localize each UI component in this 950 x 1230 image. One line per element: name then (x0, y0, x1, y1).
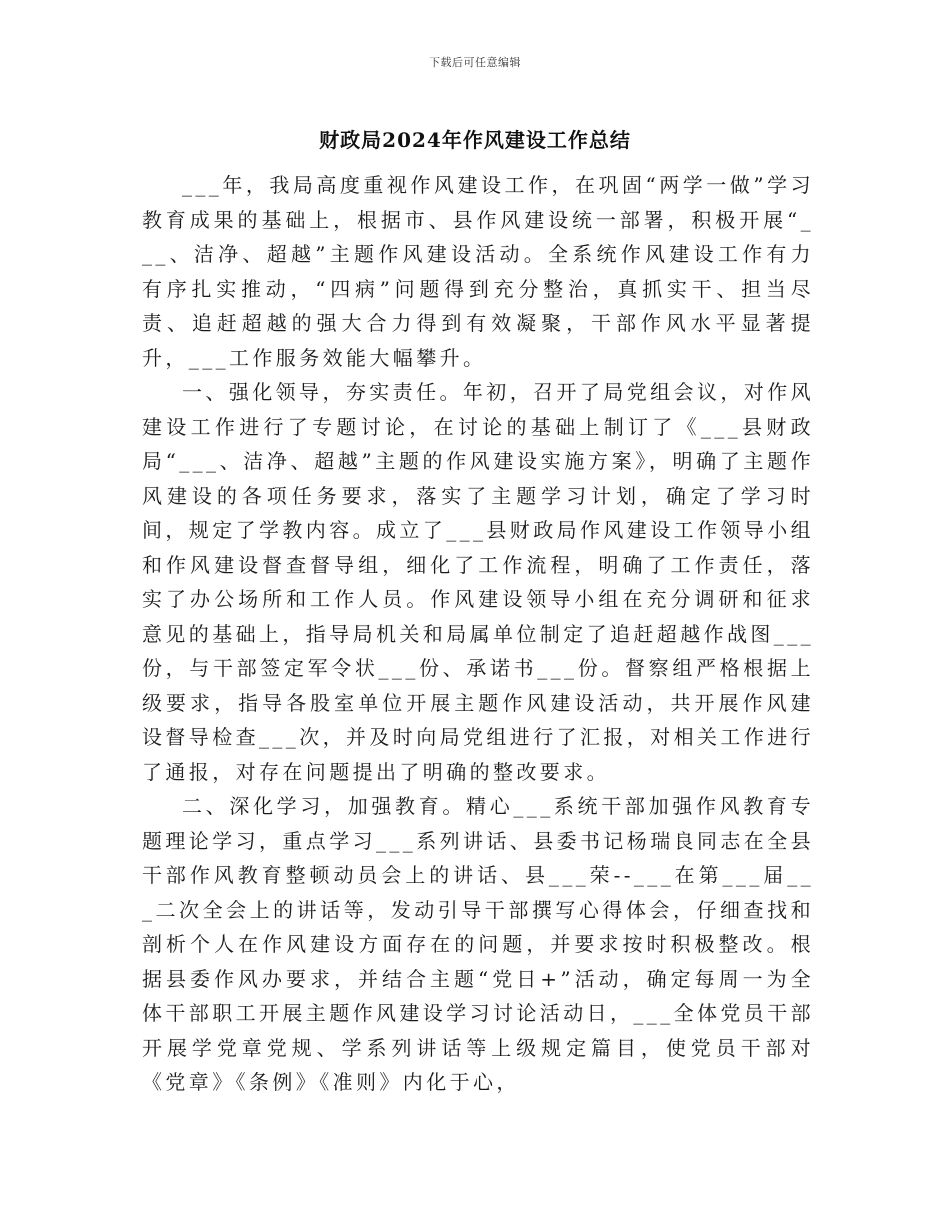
paragraph-section-2: 二、深化学习，加强教育。精心___系统干部加强作风教育专题理论学习，重点学习___系列讲话、县委书记杨瑞良同志在全县干部作风教育整顿动员会上的讲话、县___荣--___在第___届___二次全会上的讲话等，发动引导干部撰写心得体会，仔细查找和剖析个人在作风建设方面存在的问题，并要求按时积极整改。根据县委作风办要求，并结合主题“党日+”活动，确定每周一为全体干部职工开展主题作风建设学习讨论活动日，___全体党员干部开展学党章党规、学系列讲话等上级规定篇目，使党员干部对《党章》《条例》《准则》内化于心， (142, 794, 814, 1094)
paragraph-intro: ___年，我局高度重视作风建设工作，在巩固“两学一做”学习教育成果的基础上，根据市、县作风建设统一部署，积极开展“___、洁净、超越”主题作风建设活动。全系统作风建设工作有力有序扎实推动，“四病”问题得到充分整治，真抓实干、担当尽责、追赶超越的强大合力得到有效凝聚，干部作风水平显著提升，___工作服务效能大幅攀升。 (142, 173, 814, 370)
document-title: 财政局2024年作风建设工作总结 (319, 128, 631, 152)
document-body (142, 168, 814, 1100)
page-header-note: 下载后可任意编辑 (429, 56, 521, 69)
paragraph-section-1: 一、强化领导，夯实责任。年初，召开了局党组会议，对作风建设工作进行了专题讨论，在讨论的基础上制订了《___县财政局“___、洁净、超越”主题的作风建设实施方案》，明确了主题作风建设的各项任务要求，落实了主题学习计划，确定了学习时间，规定了学教内容。成立了___县财政局作风建设工作领导小组和作风建设督查督导组，细化了工作流程，明确了工作责任，落实了办公场所和工作人员。作风建设领导小组在充分调研和征求意见的基础上，指导局机关和局属单位制定了追赶超越作战图___份，与干部签定军令状___份、承诺书___份。督察组严格根据上级要求，指导各股室单位开展主题作风建设活动，共开展作风建设督导检查___次，并及时向局党组进行了汇报，对相关工作进行了通报，对存在问题提出了明确的整改要求。 (142, 380, 814, 784)
